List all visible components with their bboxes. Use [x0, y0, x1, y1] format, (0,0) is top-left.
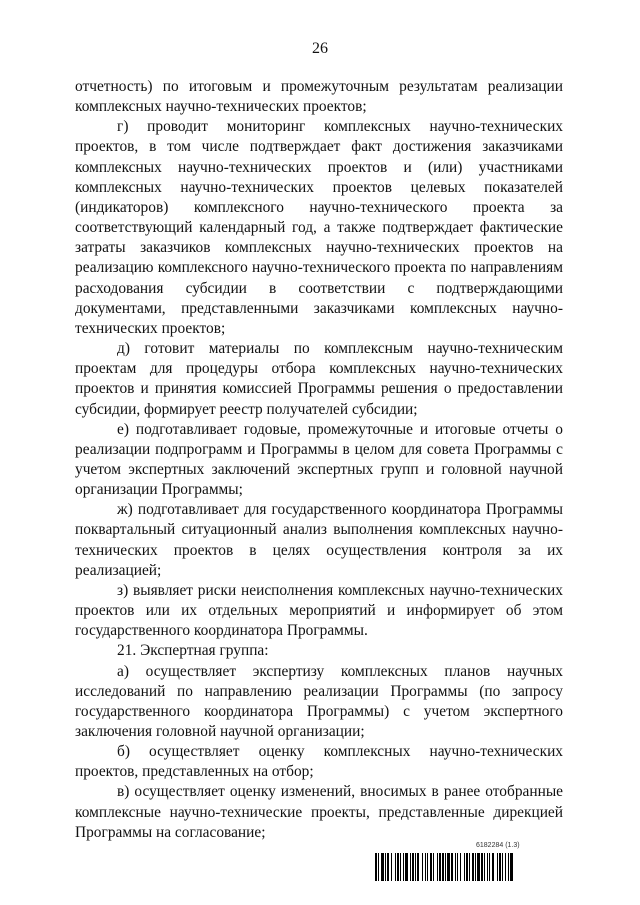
paragraph: г) проводит мониторинг комплексных научно-технических проектов, в том числе подтверждает факт достижения заказчиками комплексных научно-технических проектов и (или) участниками комплексных научно-технических проектов целевых показателей (индикаторов) комплексного научно-технического проекта за соответствующий календарный год, а также подтверждает фактические затраты заказчиков комплексных научно-технических проектов на реализацию комплексного научно-технического проекта по направлениям расходования субсидии в соответствии с подтверждающими документами, представленными заказчиками комплексных научно-технических проектов; [75, 118, 563, 337]
page-number: 26 [312, 40, 328, 57]
barcode-image [375, 853, 564, 881]
paragraph: е) подготавливает годовые, промежуточные и итоговые отчеты о реализации подпрограмм и Программы в целом для совета Программы с учетом экспертных заключений экспертных групп и головной научной организации Программы; [75, 420, 563, 499]
body-text [75, 77, 563, 843]
paragraph: б) осуществляет оценку комплексных научно-технических проектов, представленных на отбор; [75, 743, 563, 781]
paragraph: в) осуществляет оценку изменений, вносимых в ранее отобранные комплексные научно-технические проекты, представленные дирекцией Программы на согласование; [75, 783, 563, 841]
paragraph: д) готовит материалы по комплексным научно-техническим проектам для процедуры отбора комплексных научно-технических проектов и принятия комиссией Программы решения о предоставлении субсидии, формирует реестр получателей субсидии; [75, 340, 563, 418]
paragraph: а) осуществляет экспертизу комплексных планов научных исследований по направлению реализации Программы (по запросу государственного координатора Программы) с учетом экспертного заключения головной научной организации; [75, 662, 563, 740]
paragraph: 21. Экспертная группа: [117, 642, 269, 660]
paragraph: з) выявляет риски неисполнения комплексных научно-технических проектов или их отдельных мероприятий и информирует об этом государственного координатора Программы. [75, 581, 563, 640]
document-id: 6182284 (1.3) [476, 842, 520, 849]
paragraph: ж) подготавливает для государственного координатора Программы поквартальный ситуационный анализ выполнения комплексных научно-технических проектов в целях осуществления контроля за их реализацией; [75, 501, 563, 579]
paragraph: отчетность) по итоговым и промежуточным результатам реализации комплексных научно-технических проектов; [75, 78, 563, 116]
